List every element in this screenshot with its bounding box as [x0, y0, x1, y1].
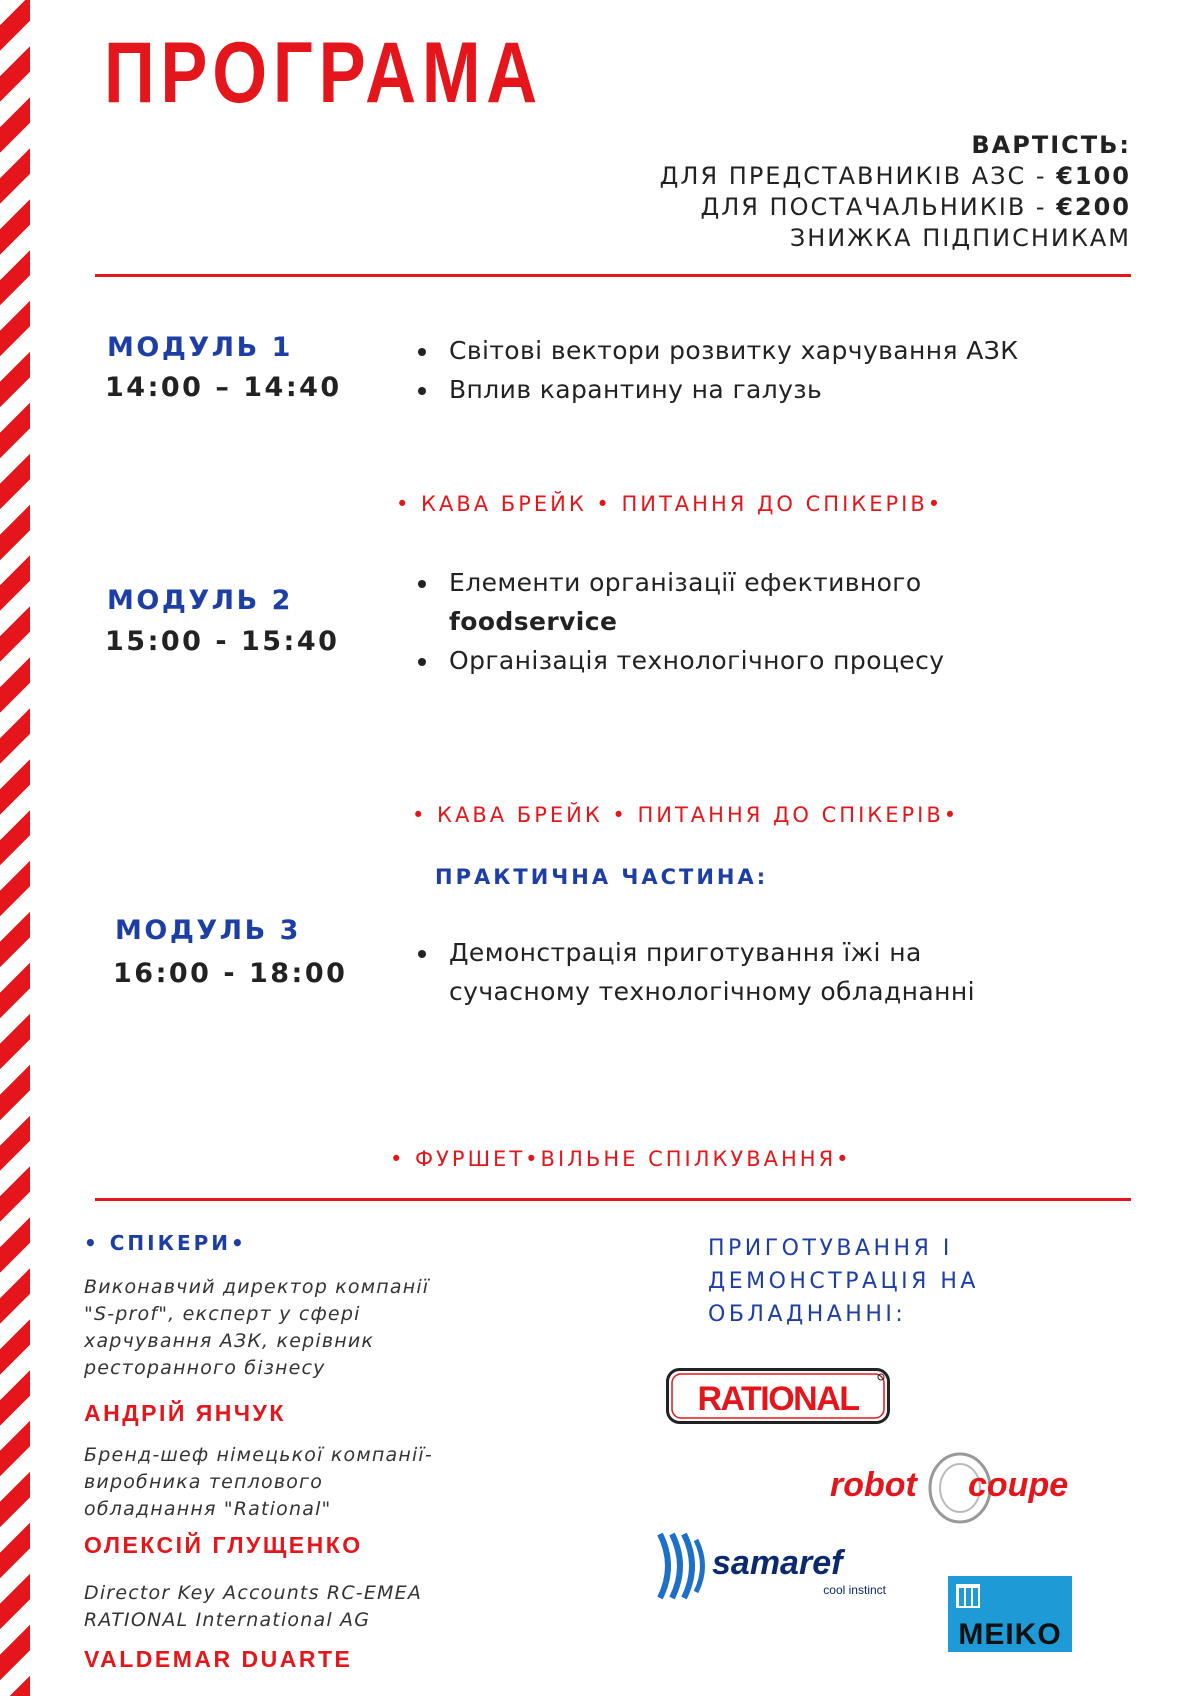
striped-border	[0, 0, 30, 1696]
desc-line: RATIONAL International AG	[84, 1609, 371, 1631]
desc-line: Виконавчий директор компанії	[84, 1276, 430, 1298]
speaker-2-name: ОЛЕКСІЙ ГЛУЩЕНКО	[84, 1532, 363, 1558]
desc-line: Director Key Accounts RC-EMEA	[84, 1582, 423, 1604]
speakers-heading: • СПІКЕРИ•	[84, 1231, 247, 1255]
desc-line: виробника теплового	[84, 1471, 324, 1493]
coffee-break-1: • КАВА БРЕЙК • ПИТАННЯ ДО СПІКЕРІВ•	[396, 492, 944, 516]
meiko-logo	[948, 1576, 1072, 1652]
speaker-1-name: АНДРІЙ ЯНЧУК	[84, 1400, 286, 1426]
coupe-logo-text: coupe	[968, 1466, 1069, 1504]
module-2-time: 15:00 - 15:40	[105, 626, 340, 657]
bullet-text: Світові вектори розвитку харчування АЗК	[449, 336, 1019, 365]
price-heading: ВАРТІСТЬ:	[971, 131, 1131, 159]
divider-bottom	[95, 1198, 1131, 1201]
module-1-time: 14:00 – 14:40	[105, 372, 342, 403]
speaker-3-desc	[84, 1580, 422, 1634]
speaker-3-name: VALDEMAR DUARTE	[84, 1646, 353, 1672]
samaref-logo-text: samaref	[712, 1544, 843, 1582]
desc-line: ресторанного бізнесу	[84, 1357, 326, 1379]
price-block	[660, 130, 1131, 254]
equipment-heading-line: ОБЛАДНАННІ:	[708, 1302, 907, 1327]
samaref-logo	[654, 1530, 894, 1602]
robot-coupe-logo	[830, 1448, 1090, 1528]
equipment-heading-line: ПРИГОТУВАННЯ І	[708, 1236, 953, 1261]
module-3-title: МОДУЛЬ 3	[115, 915, 301, 946]
bullet-text: Організація технологічного процесу	[449, 646, 945, 675]
price-amount-suppliers: €200	[1056, 193, 1131, 221]
speaker-2-desc	[84, 1442, 433, 1523]
price-label-stations: ДЛЯ ПРЕДСТАВНИКІВ АЗС -	[659, 162, 1057, 190]
practical-part-heading: ПРАКТИЧНА ЧАСТИНА:	[435, 865, 769, 889]
module-1-title: МОДУЛЬ 1	[107, 332, 293, 363]
bullet-text: Вплив карантину на галузь	[449, 375, 823, 404]
meiko-logo-text: MEIKO	[958, 1618, 1062, 1651]
speaker-1-desc	[84, 1274, 429, 1382]
bullet-text: сучасному технологічному обладнанні	[449, 977, 975, 1006]
bullet-text: Елементи організації ефективного	[449, 568, 922, 597]
samaref-tagline: cool instinct	[823, 1583, 886, 1597]
bullet-text: Демонстрація приготування їжі на	[449, 938, 922, 967]
coffee-break-2: • КАВА БРЕЙК • ПИТАННЯ ДО СПІКЕРІВ•	[412, 803, 960, 827]
price-label-suppliers: ДЛЯ ПОСТАЧАЛЬНИКІВ -	[700, 193, 1057, 221]
list-item	[418, 563, 944, 641]
bullet-dot	[418, 950, 426, 958]
desc-line: обладнання "Rational"	[84, 1498, 332, 1520]
equipment-heading-line: ДЕМОНСТРАЦІЯ НА	[708, 1269, 979, 1294]
module-2-bullets	[418, 563, 944, 680]
list-item	[418, 370, 1018, 409]
robot-logo-text: robot	[830, 1466, 917, 1504]
price-line-suppliers	[660, 192, 1131, 223]
bullet-text-bold: foodservice	[449, 607, 618, 636]
bullet-dot	[418, 348, 426, 356]
buffet-line: • ФУРШЕТ•ВІЛЬНЕ СПІЛКУВАННЯ•	[390, 1147, 852, 1171]
module-3-time: 16:00 - 18:00	[113, 958, 348, 989]
list-item	[418, 331, 1018, 370]
divider-top	[95, 274, 1131, 277]
list-item	[418, 641, 944, 680]
price-discount: ЗНИЖКА ПІДПИСНИКАМ	[789, 224, 1131, 252]
bullet-dot	[418, 580, 426, 588]
module-1-bullets	[418, 331, 1018, 409]
desc-line: "S-prof", експерт у сфері	[84, 1303, 361, 1325]
rational-logo	[666, 1368, 890, 1424]
bullet-dot	[418, 387, 426, 395]
price-line-stations	[660, 161, 1131, 192]
bullet-dot	[418, 658, 426, 666]
page-title: ПРОГРАМА	[104, 25, 543, 121]
desc-line: Бренд-шеф німецької компанії-	[84, 1444, 433, 1466]
equipment-heading	[708, 1232, 979, 1331]
module-3-bullets	[418, 933, 975, 1011]
desc-line: харчування АЗК, керівник	[84, 1330, 375, 1352]
module-2-title: МОДУЛЬ 2	[107, 585, 293, 616]
price-amount-stations: €100	[1056, 162, 1131, 190]
rational-logo-text: RATIONAL	[697, 1380, 859, 1418]
list-item	[418, 933, 975, 1011]
